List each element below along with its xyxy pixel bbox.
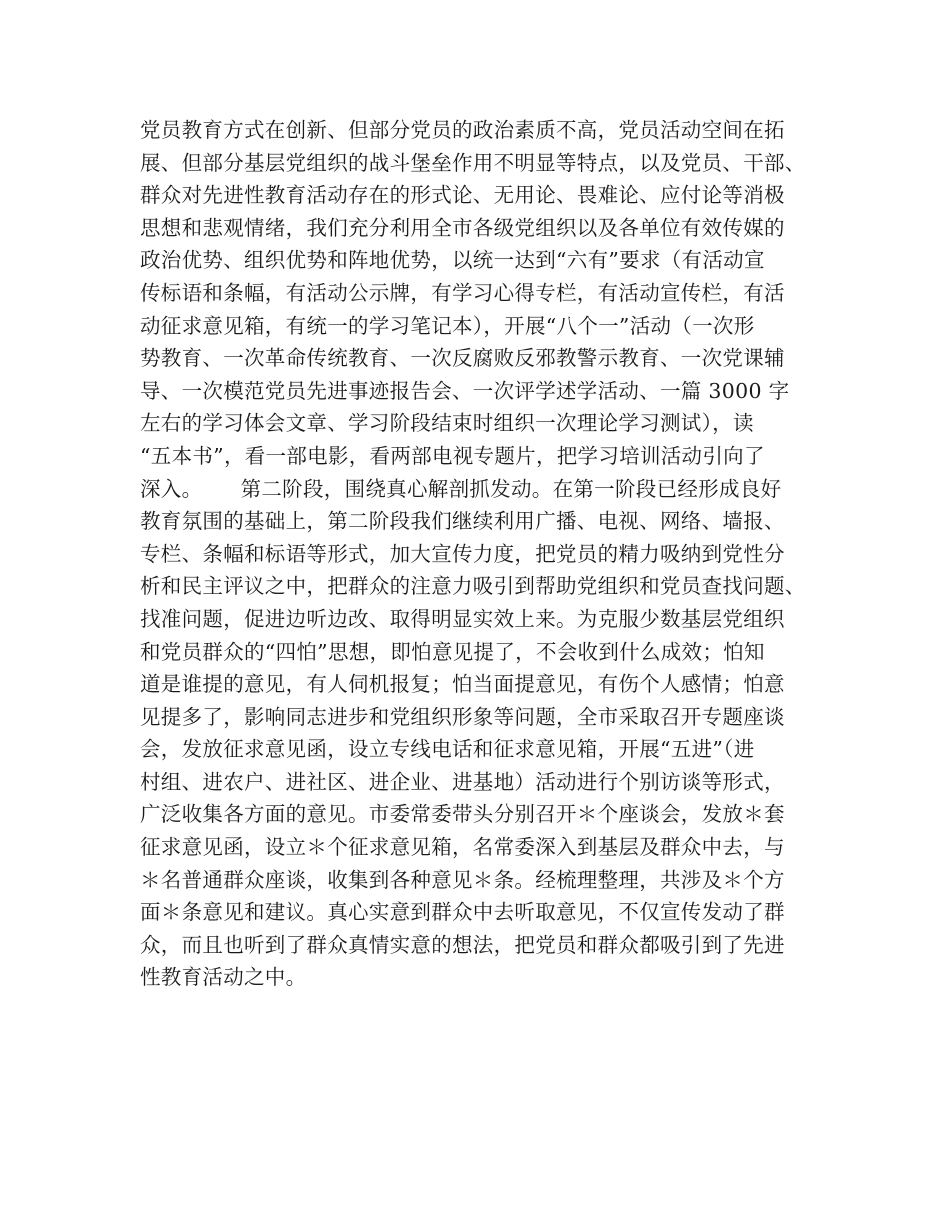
text-line: 找准问题，促进边听边改、取得明显实效上来。为克服少数基层党组织 — [140, 606, 785, 631]
text-line: 和党员群众的“四怕”思想，即怕意见提了，不会收到什么成效；怕知 — [140, 639, 765, 664]
text-line: 专栏、条幅和标语等形式，加大宣传力度，把党员的精力吸纳到党性分 — [140, 541, 785, 566]
text-line: 面＊条意见和建议。真心实意到群众中去听取意见，不仅宣传发动了群 — [140, 900, 785, 925]
text-line: 深入。 第二阶段，围绕真心解剖抓发动。在第一阶段已经形成良好 — [140, 476, 782, 501]
text-line: 教育氛围的基础上，第二阶段我们继续利用广播、电视、网络、墙报、 — [140, 509, 785, 534]
text-line: 道是谁提的意见，有人伺机报复；怕当面提意见，有伤个人感情；怕意 — [140, 672, 785, 697]
text-line: 导、一次模范党员先进事迹报告会、一次评学述学活动、一篇 3000 字 — [140, 378, 790, 403]
text-line: 思想和悲观情绪，我们充分利用全市各级党组织以及各单位有效传媒的 — [140, 215, 785, 240]
text-line: 征求意见函，设立＊个征求意见箱，名常委深入到基层及群众中去，与 — [140, 835, 785, 860]
text-line: 党员教育方式在创新、但部分党员的政治素质不高，党员活动空间在拓 — [140, 118, 785, 142]
text-line: 传标语和条幅，有活动公示牌，有学习心得专栏，有活动宣传栏，有活 — [140, 280, 785, 305]
text-line: 性教育活动之中。 — [140, 965, 307, 990]
text-line: 政治优势、组织优势和阵地优势，以统一达到“六有”要求（有活动宣 — [140, 248, 765, 273]
text-line: 展、但部分基层党组织的战斗堡垒作用不明显等特点，以及党员、干部、 — [140, 150, 806, 175]
text-line: 左右的学习体会文章、学习阶段结束时组织一次理论学习测试），读 — [140, 411, 754, 436]
text-line: 见提多了，影响同志进步和党组织形象等问题，全市采取召开专题座谈 — [140, 704, 785, 729]
body-text — [140, 114, 820, 994]
text-line: 会，发放征求意见函，设立专线电话和征求意见箱，开展“五进”（进 — [140, 737, 755, 762]
text-line: 析和民主评议之中，把群众的注意力吸引到帮助党组织和党员查找问题、 — [140, 574, 806, 599]
text-line: 群众对先进性教育活动存在的形式论、无用论、畏难论、应付论等消极 — [140, 183, 785, 208]
text-line: 众，而且也听到了群众真情实意的想法，把党员和群众都吸引到了先进 — [140, 932, 785, 957]
text-line: “五本书”，看一部电影，看两部电视专题片，把学习培训活动引向了 — [140, 443, 765, 468]
text-line: 村组、进农户、进社区、进企业、进基地）活动进行个别访谈等形式， — [140, 769, 785, 794]
text-line: 势教育、一次革命传统教育、一次反腐败反邪教警示教育、一次党课辅 — [140, 346, 785, 371]
text-line: 广泛收集各方面的意见。市委常委带头分别召开＊个座谈会，发放＊套 — [140, 802, 785, 827]
text-line: 动征求意见箱，有统一的学习笔记本），开展“八个一”活动（一次形 — [140, 313, 755, 338]
text-line: ＊名普通群众座谈，收集到各种意见＊条。经梳理整理，共涉及＊个方 — [140, 867, 785, 892]
